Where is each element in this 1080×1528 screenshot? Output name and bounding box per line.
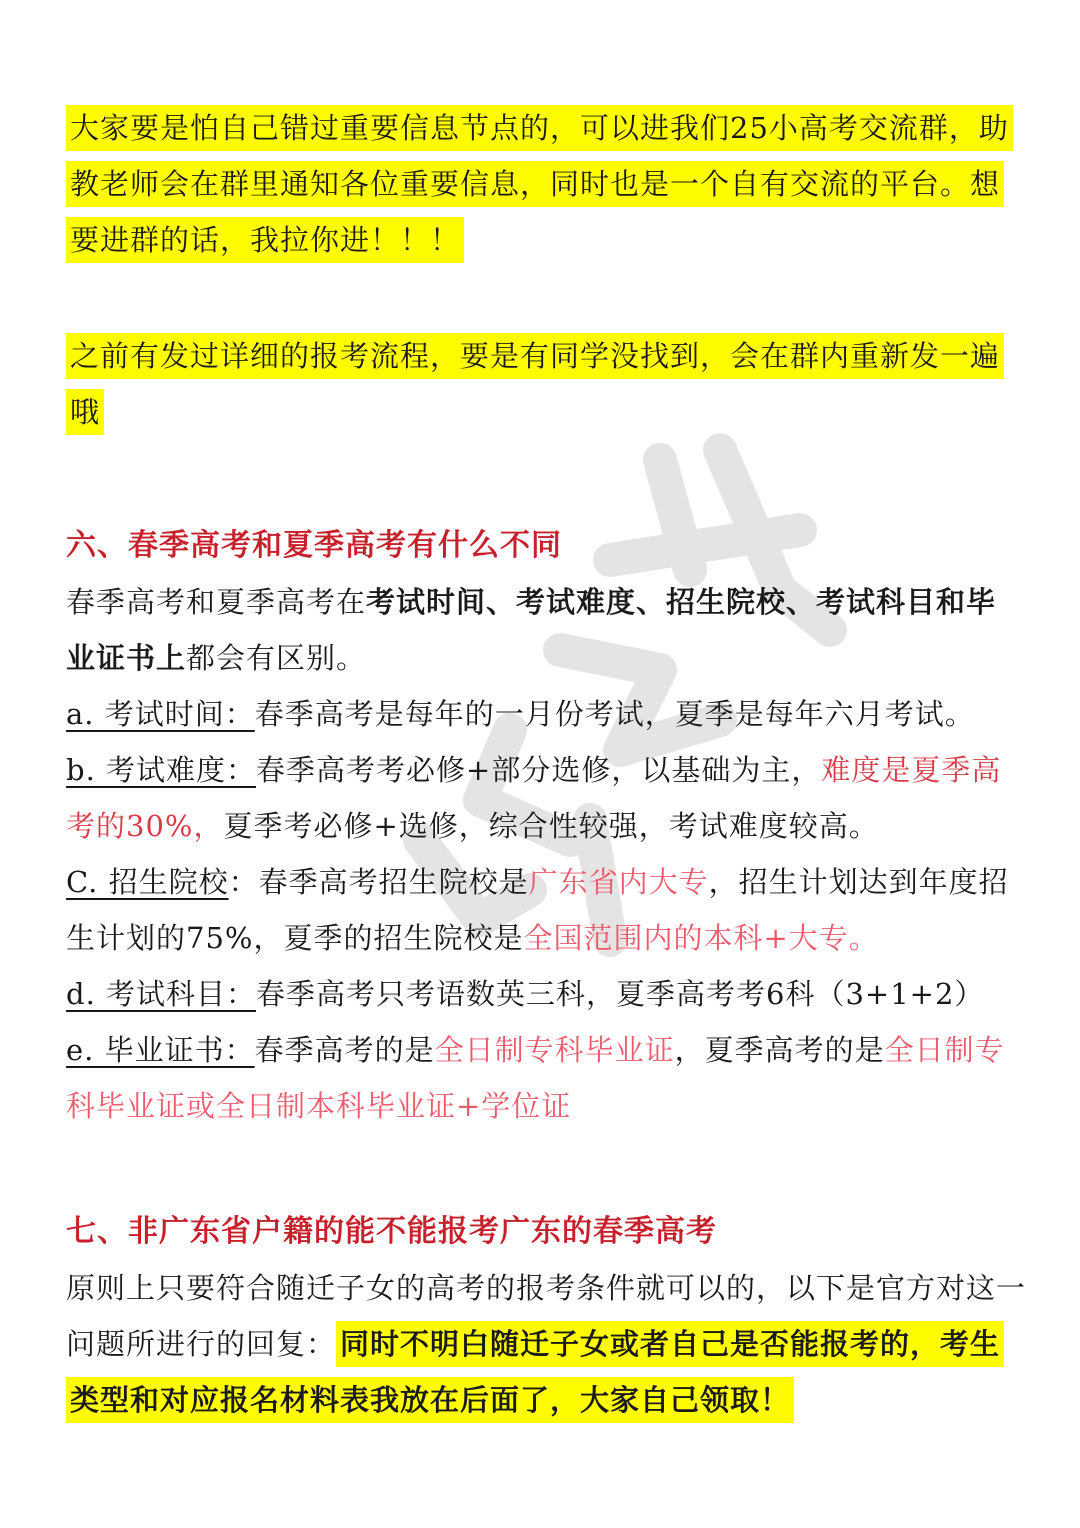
document-body	[66, 100, 1026, 1428]
item-text: 春季高考只考语数英三科，夏季高考考6科（3+1+2）	[256, 977, 985, 1011]
item-diploma	[66, 1022, 1026, 1134]
item-label: d. 考试科目：	[66, 977, 257, 1011]
section-7-text: 原则上只要符合随迁子女的高考的报考条件就可以的，以下是官方对这一问题所进行的回复：	[66, 1271, 1027, 1361]
section-6-heading: 六、春季高考和夏季高考有什么不同	[66, 528, 562, 563]
intro-highlight-1: 大家要是怕自己错过重要信息节点的，可以进我们25小高考交流群，助教老师会在群里通知各位重要信息，同时也是一个自有交流的平台。想要进群的话，我拉你进！！！	[66, 105, 1013, 263]
item-exam-subjects	[66, 966, 1026, 1022]
item-admission-schools	[66, 854, 1026, 966]
summary-text-post: 都会有区别。	[186, 641, 367, 675]
item-text: 春季高考考必修+部分选修，以基础为主，	[256, 753, 822, 787]
section-6-summary	[66, 574, 1026, 686]
item-text: 春季高考招生院校是	[258, 865, 529, 899]
item-label: a. 考试时间：	[66, 697, 255, 731]
summary-text-pre: 春季高考和夏季高考在	[66, 585, 367, 619]
item-separator: ：	[228, 865, 259, 899]
section-7-highlight: 同时不明白随迁子女或者自己是否能报考的，考生类型和对应报名材料表我放在后面了，大家自己领取！	[66, 1321, 1004, 1423]
item-label: b. 考试难度：	[66, 753, 257, 787]
item-label: e. 毕业证书：	[66, 1033, 255, 1067]
item-highlight: 难度是夏季高考的30%，	[66, 753, 1002, 843]
item-exam-difficulty	[66, 742, 1026, 854]
item-highlight: 全国范围内的本科+大专。	[523, 921, 879, 955]
item-label: C. 招生院校	[66, 865, 229, 899]
item-text: ，夏季高考的是	[674, 1033, 885, 1067]
summary-text-bold: 考试时间、考试难度、招生院校、考试科目和毕业证书上	[66, 585, 997, 675]
item-highlight: 全日制专科毕业证	[434, 1033, 675, 1067]
intro-paragraph-2	[66, 328, 1026, 440]
item-highlight: 全日制专科毕业证或全日制本科毕业证+学位证	[66, 1033, 1005, 1123]
intro-paragraph-1	[66, 100, 1026, 268]
item-text: 春季高考是每年的一月份考试，夏季是每年六月考试。	[254, 697, 975, 731]
item-highlight: 广东省内大专	[528, 865, 709, 899]
item-exam-time	[66, 686, 1026, 742]
section-7-heading: 七、非广东省户籍的能不能报考广东的春季高考	[66, 1214, 717, 1249]
item-text: 夏季考必修+选修，综合性较强，考试难度较高。	[223, 809, 879, 843]
item-text: ，招生计划达到年度招生计划的75%，夏季的招生院校是	[66, 865, 1009, 955]
item-text: 春季高考的是	[254, 1033, 435, 1067]
section-7-paragraph	[66, 1260, 1026, 1428]
intro-highlight-2: 之前有发过详细的报考流程，要是有同学没找到，会在群内重新发一遍哦	[66, 333, 1004, 435]
